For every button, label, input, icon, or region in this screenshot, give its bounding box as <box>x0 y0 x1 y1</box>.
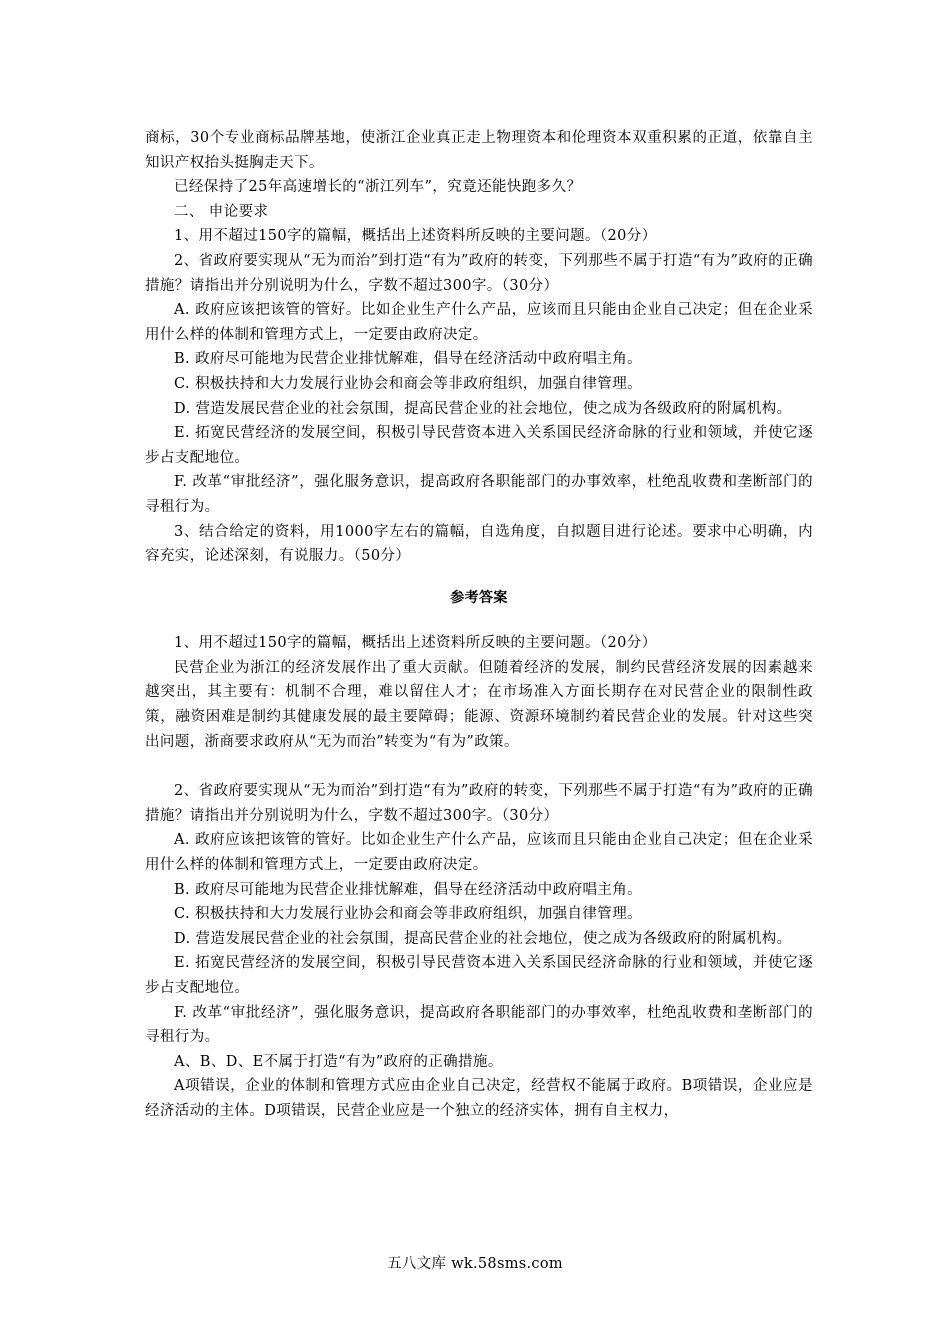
paragraph-spacer <box>145 754 813 779</box>
requirement-q3: 3、结合给定的资料，用1000字左右的篇幅，自选角度，自拟题目进行论述。要求中心明确，内容充实，论述深刻，有说服力。（50分） <box>145 523 813 565</box>
answer-option-f: F. 改革“审批经济”，强化服务意识，提高政府各职能部门的办事效率，杜绝乱收费和垄断部门的寻租行为。 <box>145 1004 813 1046</box>
answer-option-a: A. 政府应该把该管的管好。比如企业生产什么产品，应该而且只能由企业自己决定；但在企业采用什么样的体制和管理方式上，一定要由政府决定。 <box>145 832 813 874</box>
answer-a1: 民营企业为浙江的经济发展作出了重大贡献。但随着经济的发展，制约民营经济发展的因素越来越突出，其主要有：机制不合理，难以留住人才；在市场准入方面长期存在对民营企业的限制性政策，融资困难是制约其健康发展的最主要障碍；能源、资源环境制约着民营企业的发展。针对这些突出问题，浙商要求政府从“无为而治”转变为“有为”政策。 <box>145 659 813 750</box>
intro-paragraph: 商标，30个专业商标品牌基地，使浙江企业真正走上物理资本和伦理资本双重积累的正道，依靠自主知识产权抬头挺胸走天下。 <box>145 130 813 171</box>
requirement-option-c: C. 积极扶持和大力发展行业协会和商会等非政府组织，加强自律管理。 <box>174 375 642 392</box>
answer-q2: 2、省政府要实现从“无为而治”到打造“有为”政府的转变，下列那些不属于打造“有为”政府的正确措施？请指出并分别说明为什么，字数不超过300字。（30分） <box>145 783 813 824</box>
page-footer: 五八文库 wk.58sms.com <box>387 1256 563 1272</box>
requirement-option-a: A. 政府应该把该管的管好。比如企业生产什么产品，应该而且只能由企业自己决定；但在企业采用什么样的体制和管理方式上，一定要由政府决定。 <box>145 302 813 343</box>
requirement-option-b: B. 政府尽可能地为民营企业排忧解难，倡导在经济活动中政府唱主角。 <box>174 351 643 368</box>
answer-option-e: E. 拓宽民营经济的发展空间，积极引导民营资本进入关系国民经济命脉的行业和领域，并使它逐步占支配地位。 <box>145 955 813 996</box>
answer-a2-summary: A、B、D、E不属于打造“有为”政府的正确措施。 <box>174 1053 503 1070</box>
requirement-q1: 1、用不超过150字的篇幅，概括出上述资料所反映的主要问题。（20分） <box>174 228 657 245</box>
answer-option-b: B. 政府尽可能地为民营企业排忧解难，倡导在经济活动中政府唱主角。 <box>174 881 643 898</box>
answer-q1: 1、用不超过150字的篇幅，概括出上述资料所反映的主要问题。（20分） <box>174 635 657 652</box>
answer-a2-detail: A项错误，企业的体制和管理方式应由企业自己决定，经营权不能属于政府。B项错误，企业应是经济活动的主体。D项错误，民营企业应是一个独立的经济实体，拥有自主权力， <box>145 1078 813 1119</box>
requirement-option-e: E. 拓宽民营经济的发展空间，积极引导民营资本进入关系国民经济命脉的行业和领域，并使它逐步占支配地位。 <box>145 425 813 466</box>
answer-option-c: C. 积极扶持和大力发展行业协会和商会等非政府组织，加强自律管理。 <box>174 906 642 923</box>
document-body <box>145 126 813 1124</box>
answer-option-d: D. 营造发展民营企业的社会氛围，提高民营企业的社会地位，使之成为各级政府的附属机构。 <box>174 930 792 947</box>
requirement-option-f: F. 改革“审批经济”，强化服务意识，提高政府各职能部门的办事效率，杜绝乱收费和垄断部门的寻租行为。 <box>145 474 813 515</box>
requirement-option-d: D. 营造发展民营企业的社会氛围，提高民营企业的社会地位，使之成为各级政府的附属机构。 <box>174 400 792 417</box>
intro-question: 已经保持了25年高速增长的“浙江列车”，究竟还能快跑多久？ <box>174 179 582 196</box>
answers-heading: 参考答案 <box>450 589 508 606</box>
requirement-q2: 2、省政府要实现从“无为而治”到打造“有为”政府的转变，下列那些不属于打造“有为”政府的正确措施？请指出并分别说明为什么，字数不超过300字。（30分） <box>145 252 813 294</box>
requirements-heading: 二、 申论要求 <box>174 203 269 220</box>
